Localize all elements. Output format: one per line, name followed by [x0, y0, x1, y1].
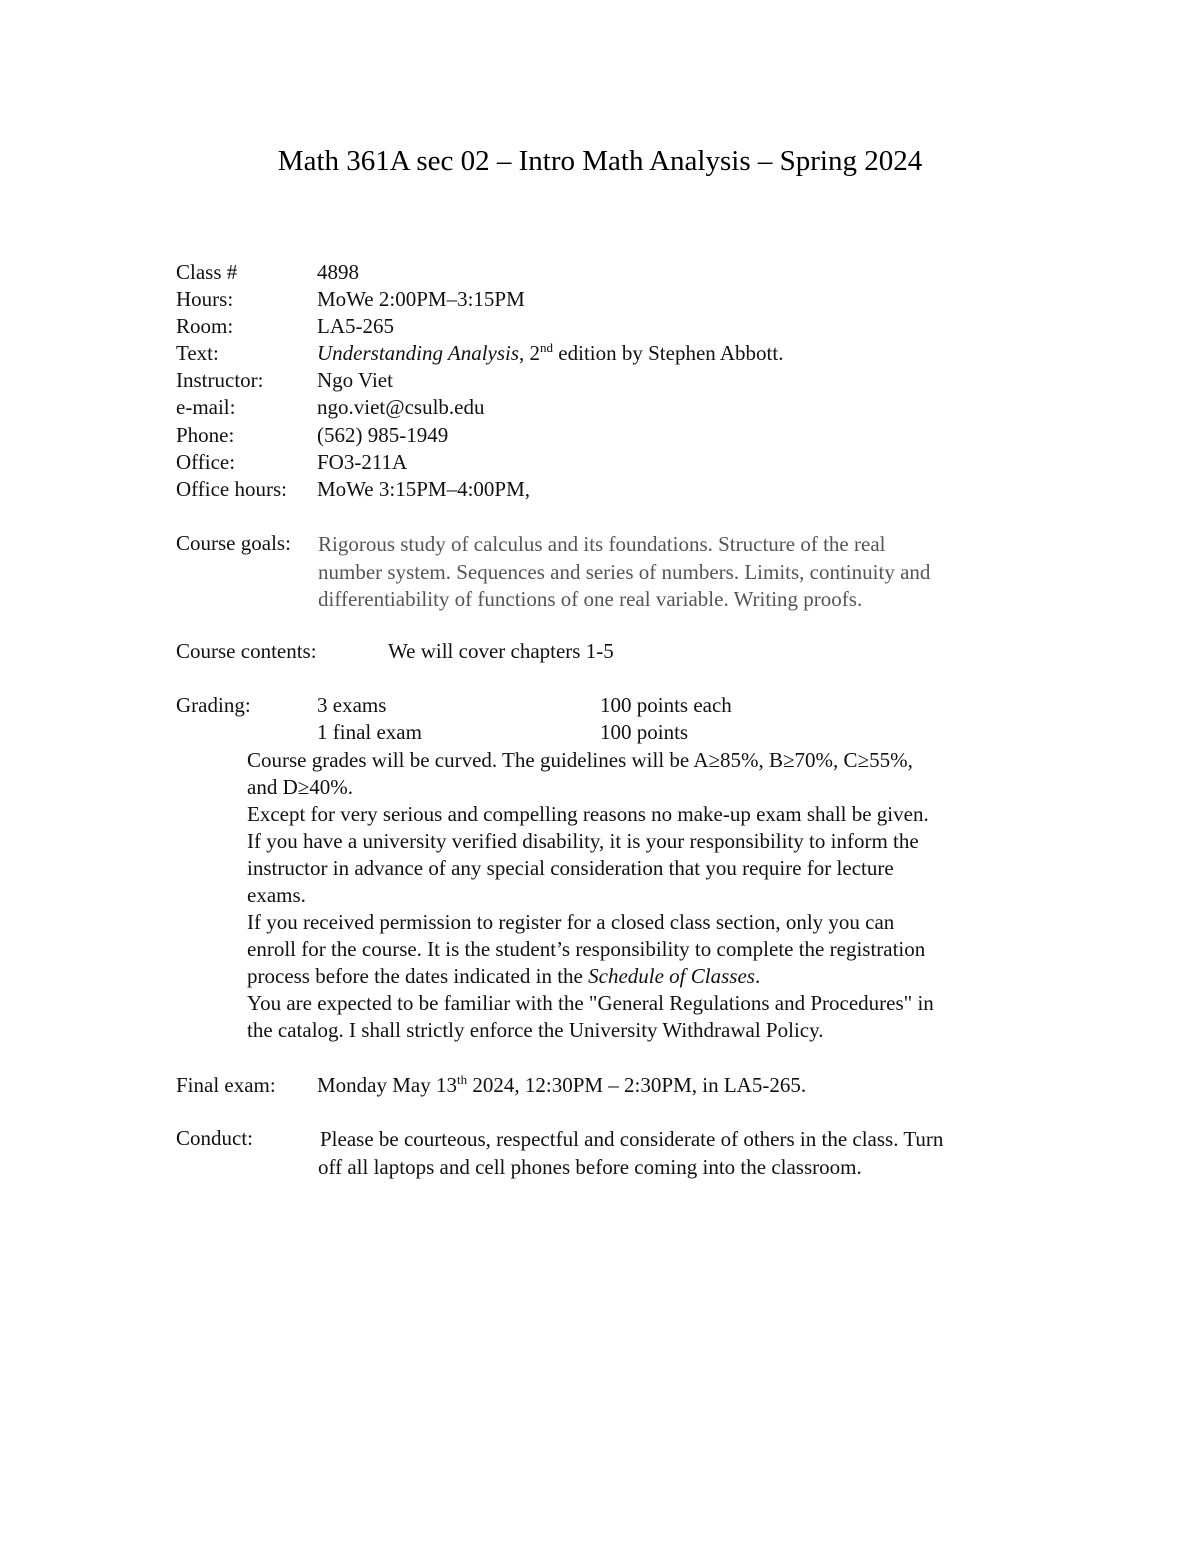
info-label: Office: — [176, 450, 236, 474]
policy-line-schedule — [247, 963, 1047, 990]
info-value: MoWe 3:15PM–4:00PM, — [317, 477, 531, 501]
grading-item-name: 3 exams — [317, 693, 387, 717]
edition-rest: edition by Stephen Abbott. — [553, 341, 784, 365]
conduct-label: Conduct: — [176, 1126, 253, 1150]
schedule-of-classes: Schedule of Classes — [588, 964, 755, 988]
info-label: Hours: — [176, 287, 234, 311]
info-label: Office hours: — [176, 477, 287, 501]
policy-line: If you have a university verified disability, it is your responsibility to inform the — [247, 829, 919, 853]
policy-line: If you received permission to register for a closed class section, only you can — [247, 910, 895, 934]
info-label: Text: — [176, 341, 219, 365]
policy-line: instructor in advance of any special consideration that you require for lecture — [247, 856, 894, 880]
policy-line: and D≥40%. — [247, 775, 354, 799]
schedule-suffix: . — [754, 964, 761, 988]
final-exam-value — [317, 1072, 806, 1099]
textbook-title: Understanding Analysis — [317, 341, 520, 365]
grading-item-name: 1 final exam — [317, 720, 422, 744]
course-goals-line: differentiability of functions of one real variable. Writing proofs. — [318, 587, 863, 611]
policy-line: enroll for the course. It is the student’s responsibility to complete the registration — [247, 937, 926, 961]
info-value: LA5-265 — [317, 314, 394, 338]
policy-line: Except for very serious and compelling reasons no make-up exam shall be given. — [247, 802, 929, 826]
info-label: Room: — [176, 314, 234, 338]
info-label: e-mail: — [176, 395, 236, 419]
policy-line: Course grades will be curved. The guidelines will be A≥85%, B≥70%, C≥55%, — [247, 748, 913, 772]
edition-number: , 2 — [519, 341, 541, 365]
edition-superscript: nd — [540, 340, 554, 355]
final-exam-date-sup: th — [457, 1072, 468, 1087]
conduct-line: off all laptops and cell phones before coming into the classroom. — [318, 1154, 862, 1179]
info-value: 4898 — [317, 260, 359, 284]
course-goals-line: number system. Sequences and series of numbers. Limits, continuity and — [318, 559, 931, 584]
policy-line: You are expected to be familiar with the "General Regulations and Procedures" in — [247, 991, 934, 1015]
course-contents-label: Course contents: — [176, 639, 317, 663]
course-contents-value: We will cover chapters 1-5 — [388, 639, 614, 663]
conduct-line: Please be courteous, respectful and considerate of others in the class. Turn — [320, 1127, 944, 1151]
policy-line: the catalog. I shall strictly enforce the University Withdrawal Policy. — [247, 1018, 824, 1042]
info-value: (562) 985-1949 — [317, 423, 449, 447]
grading-label: Grading: — [176, 693, 251, 717]
page-title: Math 361A sec 02 – Intro Math Analysis – Spring 2024 — [277, 145, 923, 177]
course-goals-line: Rigorous study of calculus and its foundations. Structure of the real — [318, 532, 886, 556]
info-label: Class # — [176, 260, 238, 284]
email-link[interactable]: ngo.viet@csulb.edu — [317, 395, 485, 419]
final-exam-label: Final exam: — [176, 1073, 276, 1097]
conduct-text — [320, 1126, 943, 1181]
grading-policy-text — [247, 747, 1047, 1044]
info-value: Ngo Viet — [317, 368, 393, 392]
final-exam-time: 2024, 12:30PM – 2:30PM, in LA5-265. — [467, 1073, 807, 1097]
info-value: MoWe 2:00PM–3:15PM — [317, 287, 525, 311]
info-label: Phone: — [176, 423, 235, 447]
grading-item-points: 100 points each — [600, 693, 732, 717]
grading-item-points: 100 points — [600, 720, 689, 744]
policy-line: exams. — [247, 883, 306, 907]
info-label: Instructor: — [176, 368, 264, 392]
schedule-prefix: process before the dates indicated in the — [247, 964, 589, 988]
info-value-text — [317, 340, 783, 367]
course-goals-label: Course goals: — [176, 531, 291, 555]
info-value: FO3-211A — [317, 450, 408, 474]
course-goals-text — [318, 531, 1038, 614]
final-exam-date: Monday May 13 — [317, 1073, 457, 1097]
